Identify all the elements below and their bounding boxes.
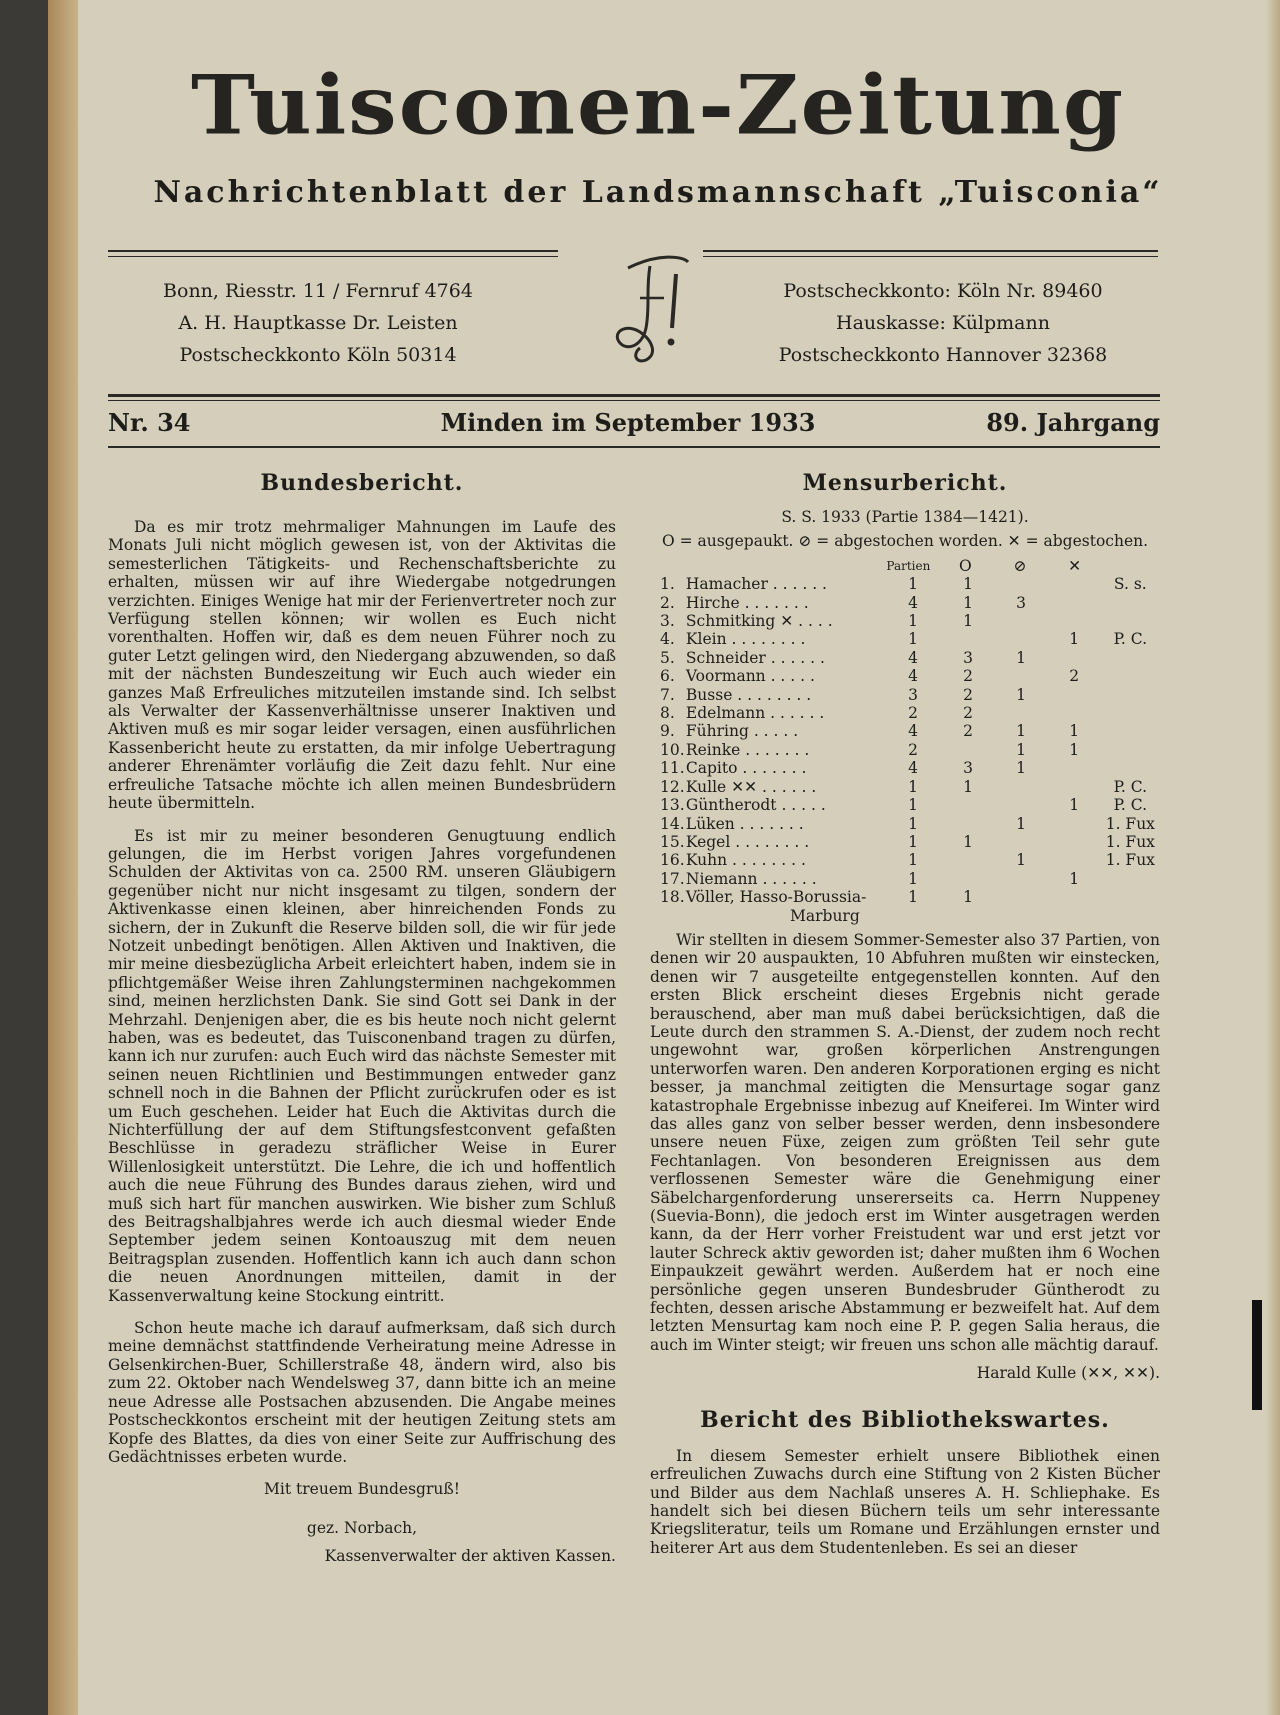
row-note: P. C. [1113,630,1148,649]
row-abgestochen [1048,815,1101,833]
mensur-signature: Harald Kulle (✕✕, ✕✕). [976,1364,1160,1383]
table-row [660,796,1160,814]
row-abgestochen [1048,851,1101,869]
right-column [650,470,1160,1571]
header-house-treasury: Hauskasse: Külpmann [836,312,1050,334]
table-row [660,851,1160,869]
row-abgestochen-worden: 3 [1016,593,1026,612]
bundesbericht-paragraph: Da es mir trotz mehrmaliger Mahnungen im Laufe des Monats Juli nicht möglich gewesen ist, von der Aktivitas die semesterlichen Tätigkeits- und Rechenschaftsberichte zu erhalten, müssen wir auf ihre Wiedergabe notgedrungen verzichten. Einiges Wenige hat mir der Ferienvertreter noch zur Verfügung stellen können; wir wollen es Euch nicht vorenthalten. Hoffen wir, daß es dem neuen Führer noch zu guter Letzt gelingen wird, den Niedergang abzuwenden, so daß mit der nächsten Bundeszeitung wir Euch auch wieder ein ganzes Maß Erfreuliches mitzuteilen imstande sind. Ich selbst als Verwalter der Kassenverhältnisse unserer Inaktiven und Aktiven muß es mir sogar leider versagen, einen ausführlichen Kassenbericht heute zu erstatten, da mir infolge Uebertragung anderer Ehrenämter vorläufig die Zeit dazu fehlt. Nur eine erfreuliche Tatsache möchte ich allen meinen Bundesbrüdern heute übermitteln. [108,518,616,813]
row-abgestochen-worden [995,667,1048,685]
leader-dots: . . . . . . [765,648,825,667]
row-ausgepaukt: 2 [963,722,973,741]
row-abgestochen [1048,612,1101,630]
left-column [108,470,616,1566]
row-note: P. C. [1113,777,1148,796]
row-name: Schneider . . . . . . [685,648,825,667]
row-partien: 3 [908,685,918,704]
row-partien: 1 [908,869,918,888]
row-ausgepaukt: 2 [963,685,973,704]
row-name: Hamacher . . . . . . [685,575,827,594]
header-treasury-line: A. H. Hauptkasse Dr. Leisten [178,312,458,334]
row-note [1101,649,1160,667]
row-abgestochen-worden: 1 [1016,648,1026,667]
row-abgestochen [1048,778,1101,796]
row-note: S. s. [1113,575,1147,594]
row-abgestochen [1048,759,1101,777]
row-abgestochen-worden: 1 [1016,740,1026,759]
row-name: Capito . . . . . . . [685,759,807,778]
row-abgestochen-worden [995,630,1048,648]
table-row [660,833,1160,851]
col-header-ausgepaukt: O [959,556,972,575]
row-number: 9. [660,722,675,741]
newspaper-page [48,0,1280,1715]
row-note: 1. Fux [1105,851,1155,870]
header-postcheck-hannover: Postscheckkonto Hannover 32368 [778,344,1108,366]
issue-rule-top-2 [108,400,1160,401]
table-row [660,722,1160,740]
row-note: 1. Fux [1105,814,1155,833]
leader-dots: . . . . . . . . [726,630,806,649]
binding-edge [48,0,78,1715]
table-row [660,612,1160,630]
row-name: Edelmann . . . . . . [685,704,825,723]
row-name: Hirche . . . . . . . [685,593,809,612]
table-row [660,686,1160,704]
row-note [1101,704,1160,722]
row-abgestochen-worden: 1 [1016,814,1026,833]
row-number: 3. [660,612,675,631]
table-row [660,594,1160,612]
bundesbericht-paragraph: Schon heute mache ich darauf aufmerksam, daß sich durch meine demnächst stattfindende Verheiratung meine Adresse in Gelsenkirchen-Buer, Schillerstraße 48, ändern wird, also bis zum 22. Oktober nach Wendelsweg 37, dann bitte ich an meine neue Adresse alle Postsachen abzusenden. Die Angabe meines Postscheckkontos erscheint mit der heutigen Zeitung stets am Kopfe des Blattes, da dies von einer Seite zur Auffrischung des Gedächtnisses erbeten wurde. [108,1319,616,1466]
row-abgestochen: 2 [1069,667,1080,686]
row-partien: 4 [908,722,918,741]
row-abgestochen: 1 [1069,722,1080,741]
row-name: Schmitking ✕ . . . . [685,612,833,631]
row-note [1101,686,1160,704]
table-row [660,888,1160,906]
row-ausgepaukt: 1 [963,612,973,631]
row-partien: 2 [908,704,918,723]
bundesbericht-heading: Bundesbericht. [260,470,464,496]
row-note [1101,870,1160,888]
row-name: Niemann . . . . . . [685,869,817,888]
row-number: 16. [660,851,685,870]
row-ausgepaukt [941,815,994,833]
row-note [1101,888,1160,906]
header-rule-right-2 [703,256,1158,257]
row-number: 14. [660,814,685,833]
row-partien: 1 [908,796,918,815]
greeting: Mit treuem Bundesgruß! [264,1480,460,1499]
header-address-block [128,275,508,371]
row-abgestochen [1048,594,1101,612]
row-name: Güntherodt . . . . . [685,796,826,815]
row-number: 5. [660,648,675,667]
row-note: P. C. [1113,796,1148,815]
table-row [660,630,1160,648]
row-abgestochen-worden [995,704,1048,722]
row-abgestochen-worden: 1 [1016,685,1026,704]
leader-dots: . . . . . . . [737,759,807,778]
row-abgestochen: 1 [1069,740,1080,759]
row-number: 11. [660,759,685,778]
row-ausgepaukt [941,870,994,888]
issue-rule-top [108,394,1160,397]
leader-dots: . . . . . . [757,869,817,888]
table-row [660,649,1160,667]
header-account-block [738,275,1148,371]
header-rule-right [703,250,1158,252]
leader-dots: . . . . . [748,722,799,741]
issue-place-date: Minden im September 1933 [440,408,816,437]
row-abgestochen-worden [995,870,1048,888]
row-ausgepaukt: 2 [963,704,973,723]
table-header-row [660,557,1160,575]
row-name: Reinke . . . . . . . [685,740,810,759]
leader-dots: . . . . . [776,796,826,815]
bundesbericht-body [108,518,616,1466]
row-ausgepaukt [941,630,994,648]
fraternity-monogram-icon [588,248,718,368]
row-partien: 1 [908,851,918,870]
col-header-abgestochen: ✕ [1068,556,1082,575]
margin-marker [1252,1300,1262,1410]
col-header-partien: Partien [886,558,931,573]
row-partien: 4 [908,648,918,667]
row-ausgepaukt: 1 [963,777,973,796]
row-abgestochen [1048,575,1101,593]
row-partien: 4 [908,759,918,778]
row-abgestochen: 1 [1069,869,1080,888]
row-abgestochen-worden [995,888,1048,906]
table-row [660,759,1160,777]
row-ausgepaukt: 1 [963,888,973,907]
row18-continuation: Marburg [790,906,860,925]
row-note [1101,722,1160,740]
header-rule-left [108,250,558,252]
issue-rule-bottom [108,446,1160,448]
row-abgestochen: 1 [1069,796,1080,815]
row-name: Führing . . . . . [685,722,799,741]
row-ausgepaukt: 1 [963,593,973,612]
table-row [660,575,1160,593]
row-number: 18. [660,888,685,907]
row-ausgepaukt: 1 [963,575,973,594]
semester-line: S. S. 1933 (Partie 1384—1421). [781,508,1029,526]
row-number: 12. [660,777,685,796]
bibliothek-paragraph: In diesem Semester erhielt unsere Bibliothek einen erfreulichen Zuwachs durch eine Stiftung von 2 Kisten Bücher und Bilder aus dem Nachlaß unseres A. H. Schliephake. Es handelt sich bei diesen Büchern teils um sehr interessante Kriegsliteratur, teils um Romane und Erzählungen ernster und heiterer Art aus dem Studentenleben. Es sei an dieser [650,1446,1160,1557]
table-row [660,778,1160,796]
row-partien: 1 [908,832,918,851]
row-abgestochen-worden: 1 [1016,851,1026,870]
row-abgestochen-worden: 1 [1016,759,1026,778]
row-name: Voormann . . . . . [685,667,815,686]
row-partien: 1 [908,575,918,594]
bibliothek-body [650,1447,1160,1557]
signer-role: Kassenverwalter der aktiven Kassen. [324,1547,616,1566]
row-partien: 4 [908,593,918,612]
row-ausgepaukt: 3 [963,759,973,778]
row-number: 13. [660,796,685,815]
leader-dots: . . . . [793,612,833,631]
row-name: Lüken . . . . . . . [685,814,804,833]
row-name: Kegel . . . . . . . . [685,832,810,851]
row-ausgepaukt: 1 [963,832,973,851]
leader-dots: . . . . . . . [739,593,809,612]
mensurbericht-paragraph: Wir stellten in diesem Sommer-Semester also 37 Partien, von denen wir 20 auspaukten, 10 Abfuhren mußten wir einstecken, denen wir 7 ausgeteilte entgegenstellen konnten. Auf den ersten Blick erscheint dieses Ergebnis nicht gerade berauschend, aber man muß dabei berücksichtigen, daß die Leute durch den strammen S. A.-Dienst, der zudem noch recht ungewohnt war, großen körperlichen Anstrengungen unterworfen waren. Den anderen Korporationen erging es nicht besser, ja manchmal zeitigten die Mensurtage sogar ganz katastrophale Ergebnisse inbezug auf Kneiferei. Im Winter wird das alles ganz von selber besser werden, denn insbesondere unsere neuen Füxe, zeigen zum größten Teil sehr gute Fechtanlagen. Von besonderen Ereignissen aus dem verflossenen Semester wäre die Genehmigung einer Säbelchargenforderung unsererseits ca. Herrn Nuppeney (Suevia-Bonn), die jedoch erst im Winter ausgetragen werden kann, da der Herr vorher Freistudent war und erst jetzt vor lauter Schreck aktiv geworden ist; daher mußten ihm 6 Wochen Einpaukzeit gewährt werden. Außerdem hat er noch eine persönliche gegen unseren Bundesbruder Güntherodt zu fechten, dessen arische Abstammung er bezweifelt hat. Auf dem letzten Mensurtag kam noch eine P. P. gegen Salia heraus, die auch im Winter steigt; wir freuen uns schon alle mächtig darauf. [650,930,1160,1354]
row-number: 6. [660,667,675,686]
row-name: Busse . . . . . . . . [685,685,812,704]
col-header-abgestochen-worden: ⊘ [1013,556,1027,575]
mensur-table [660,557,1160,575]
row-name: Klein . . . . . . . . [685,630,806,649]
row-ausgepaukt [941,741,994,759]
row-note [1101,594,1160,612]
row-number: 15. [660,832,685,851]
row-abgestochen [1048,649,1101,667]
leader-dots: . . . . . . . . [727,851,806,870]
row-abgestochen-worden [995,833,1048,851]
masthead-subtitle: Nachrichtenblatt der Landsmannschaft „Tuisconia“ [153,175,1163,210]
row-note [1101,741,1160,759]
row-number: 2. [660,593,675,612]
row-partien: 1 [908,612,918,631]
leader-dots: . . . . . . . . [732,685,812,704]
signed-by: gez. Norbach, [306,1518,418,1537]
row-partien: 1 [908,777,918,796]
mensurbericht-heading: Mensurbericht. [802,470,1008,496]
row-abgestochen [1048,888,1101,906]
row-partien: 2 [908,740,918,759]
row-ausgepaukt [941,796,994,814]
leader-dots: . . . . . . . [734,814,804,833]
mensurbericht-body [650,931,1160,1354]
row-number: 17. [660,869,685,888]
row-note [1101,759,1160,777]
table-row [660,870,1160,888]
header-postcheck-line: Postscheckkonto Köln 50314 [179,344,457,366]
mensur-table-body [660,575,1160,906]
row-number: 1. [660,575,675,594]
row-ausgepaukt [941,851,994,869]
row-abgestochen [1048,686,1101,704]
issue-volume: 89. Jahrgang [986,408,1160,437]
header-rule-left-2 [108,256,558,257]
row-abgestochen [1048,833,1101,851]
bundesbericht-paragraph: Es ist mir zu meiner besonderen Genugtuung endlich gelungen, die im Herbst vorigen Jahres vorgefundenen Schulden der Aktivitas von ca. 2500 RM. unseren Gläubigern gegenüber nicht nur nicht insgesamt zu tilgen, sondern der Aktivenkasse einen kleinen, aber hinreichenden Fonds zu sichern, der in Zukunft die Reserve bilden soll, die wir für jede Notzeit unbedingt benötigen. Allen Aktiven und Inaktiven, die mir meine diesbezüglicha Arbeit erleichtert haben, indem sie in pflichtgemäßer Weise ihren Zahlungsterminen nachgekommen sind, meinen herzlichsten Dank. Sie sind Gott sei Dank in der Mehrzahl. Denjenigen aber, die es bis heute noch nicht gelernt haben, was es bedeutet, das Tuisconenband tragen zu dürfen, kann ich nur zurufen: auch Euch wird das nächste Semester mit seinen neuen Richtlinien und Bestimmungen entweder ganz schnell noch in die Bahnen der Pflicht zurückrufen oder es ist um Euch geschehen. Leider hat Euch die Aktivitas durch die Nichterfüllung der auf dem Stiftungsfestconvent gefaßten Beschlüsse in geradezu sträflicher Weise in Eurer Willenlosigkeit unterstützt. Die Lehre, die ich und hoffentlich auch die neue Führung des Bundes daraus ziehen, wird und muß sich hart für manchen auswirken. Wie bisher zum Schluß des Beitragshalbjahres werde ich auch diesmal wieder Ende September jedem seinen Kontoauszug mit dem neuen Beitragsplan zusenden. Hoffentlich kann ich auch dann schon die neuen Anordnungen mitteilen, damit in der Kassenverwaltung keine Stockung eintritt. [108,826,616,1305]
row-ausgepaukt: 2 [963,667,973,686]
row-name: Kuhn . . . . . . . . [685,851,806,870]
row-number: 7. [660,685,675,704]
row-note [1101,612,1160,630]
row-abgestochen-worden [995,796,1048,814]
row-abgestochen-worden: 1 [1016,722,1026,741]
row-partien: 1 [908,888,918,907]
row-abgestochen-worden [995,778,1048,796]
row-note [1101,667,1160,685]
row-partien: 4 [908,667,918,686]
row-partien: 1 [908,630,918,649]
header-address-line: Bonn, Riesstr. 11 / Fernruf 4764 [163,280,473,302]
leader-dots: . . . . . . [765,704,825,723]
leader-dots: . . . . . . . [740,740,810,759]
row-ausgepaukt: 3 [963,648,973,667]
row-number: 4. [660,630,675,649]
issue-number: Nr. 34 [108,408,191,437]
leader-dots: . . . . . . [767,575,827,594]
row-abgestochen-worden [995,575,1048,593]
row-name: Völler, Hasso-Borussia- [685,888,867,907]
leader-dots: . . . . . [765,667,815,686]
row-name: Kulle ✕✕ . . . . . . [685,777,817,796]
table-row [660,815,1160,833]
bibliothek-heading: Bericht des Bibliothekswartes. [700,1406,1110,1433]
legend-line: O = ausgepaukt. ⊘ = abgestochen worden. ✕ = abgestochen. [661,532,1149,551]
row-number: 10. [660,740,685,759]
masthead-title: Tuisconen-Zeitung [191,57,1125,154]
header-postcheck-cologne: Postscheckkonto: Köln Nr. 89460 [783,280,1103,302]
row-partien: 1 [908,814,918,833]
page-edge [1266,0,1280,1715]
table-row [660,741,1160,759]
row-number: 8. [660,704,675,723]
row-abgestochen [1048,704,1101,722]
leader-dots: . . . . . . . . [730,832,810,851]
table-row [660,704,1160,722]
row-note: 1. Fux [1105,832,1155,851]
row-abgestochen-worden [995,612,1048,630]
row-abgestochen: 1 [1069,630,1080,649]
leader-dots: . . . . . . [757,777,817,796]
table-row [660,667,1160,685]
